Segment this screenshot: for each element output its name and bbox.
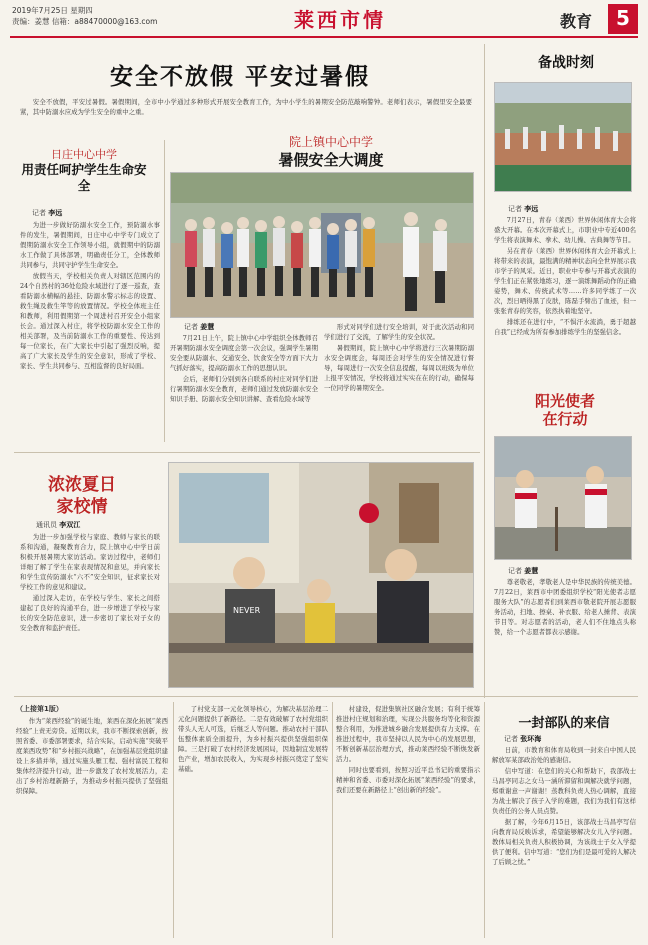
paragraph: 通过深入走访，在学校与学生、家长之间搭建起了良好的沟通平台，进一步增进了学校与家长的安全防范意识，进一步密切了家长对子女的安全教育和监护责任。 [20,594,160,632]
paragraph: 作为“莱西经验”的诞生地，莱西在深化拓展“莱西经验”上责无旁贷。近期以来，我市不断探索创新，按照省委、市委部署要求，结合实际，启动实施“突破平度莱西攻势”和“乡村振兴战略”，在加强基层党组织建设上多措并举，通过实施头雁工程、强村富民工程和集体经济提升行动，进一步激发了农村发展活力，走出了乡村治理新路子，为推动乡村振兴提供了坚强组织保障。 [16,717,168,795]
paragraph: 会后，老师们分别到各自联系的村庄对同学们进行暑期防溺水安全教育，老师们通过发放防溺水安全知识手册、防溺水安全知识讲解、查看危险水域等 [170,375,318,403]
header-editor: 责编：姜慧 信箱：a88470000@163.com [12,17,158,26]
byline-name: 李远 [524,205,539,213]
byline-name: 李双江 [59,521,81,529]
paragraph: 信中写道：在您们的关心和帮助下，我部战士马昌亭同志之女马一涵所滞留和调解决就学问题，郑重谢意一声谢谢！蒸教科负责人热心调解，直接为战士解决了孩子入学的难题，我们为我们有这样负责任的公务人员点赞。 [492,767,636,815]
section-divider [14,452,480,453]
masthead-logo: 莱西市情 [294,8,386,32]
safety-meeting-photo [170,172,474,318]
header-rule [10,36,638,38]
rizhuang-title: 用责任呵护学生生命安全 [21,162,147,193]
section-title: 教育 [559,12,592,31]
paragraph: 村建设，促进集镇社区融合发展；有利于统筹推进村庄规划和治理，实现公共服务均等化和资源整合利用，为推进城乡融合发展提供有力支撑。在推进过程中，我市坚持以人民为中心的发展思想，不断创新基层治理方式，推动莱西经验不断焕发新活力。 [336,705,480,763]
nongnong-byline [36,520,156,530]
home-visit-photo-art [169,463,474,688]
column-divider [164,140,165,442]
nongnong-title-line2: 家校情 [56,497,108,517]
continued-label: （上接第1版） [16,705,63,713]
rehearsal-photo-art [495,83,632,192]
yuanshang-title: 暑假安全大调度 [278,151,384,169]
byline-label: 记者 [508,567,522,575]
svg-text:NEVER: NEVER [233,606,261,615]
rizhuang-body [20,220,160,440]
yuanshang-body-col2 [324,322,474,443]
lead-intro-text: 安全不放假，平安过暑假。暑假期间，全市中小学通过多种形式开展安全教育工作，为中小学生的暑期安全防范敲响警钟。老师们表示，暑假里安全最要紧，其中防溺水应成为学生安全的重中之重。 [20,98,472,116]
safety-meeting-photo-art [171,173,474,318]
paragraph: 为进一步做好防溺水安全工作，预防溺水事件的发生，暑假期间，日庄中心中学专门成立了假期防溺水安全工作领导小组，就假期中的防溺水工作做了具体部署，明确责任分工，全体教师共同参与，共同守护学生生命安全。 [20,221,160,269]
rizhuang-kicker: 日庄中心中学 [51,148,117,161]
section-divider [14,696,638,697]
yuanshang-body-col1 [170,333,318,443]
byline-name: 李远 [48,209,63,217]
byline-name: 张环海 [520,735,542,743]
nongnong-body [20,532,160,692]
volunteer-photo-art [495,437,632,560]
continued-body-col2 [178,704,328,936]
right-column-divider [484,44,485,698]
paragraph: 尊老敬老，孝敬老人是中华民族的传统美德。7月22日，莱西市中团委组织学校“阳光使者志愿服务大队”的志愿者们到莱西市敬老院开展志愿服务活动，扫地、擦桌、补衣服、给老人捶背、表演节目等。对志愿者的活动，老人们不住地点头称赞，给一个志愿者都表示感谢。 [494,578,636,636]
nongnong-title-line1: 浓浓夏日 [48,475,116,495]
paragraph: 了村党支部一元化领导核心，为解决基层治理二元化问题提供了新路径。二是有效破解了农村党组织带头人无人可选，后继乏人等问题。推动农村干部队伍整体素质全面提升，为乡村振兴提供坚强组织保障。三是打破了农村经济发展困局，因地制宜发展特色产业，增加农民收入，为实现乡村振兴奠定了坚实基础。 [178,705,328,773]
column-divider [484,702,485,938]
byline-label: 记者 [184,323,198,331]
yangguang-body [494,577,636,691]
page-number: 5 [608,4,638,34]
letter-byline [504,734,624,744]
paragraph: 另在青春（莱西）世界休闲体育大会开幕式上将带来的表演，最饱满的精神状态向全世界展示我市学子的风采。近日，职业中专参与开幕式表演的学生们正在紧张地练习，逐一演练舞蹈动作的正确姿势，舞术、传统武术等……许多同学练了一次次，烈日晒得黑了皮肤，陈磊手臂出了血迹，但一张张青春的笑容，依然执着地坚守。 [494,247,636,315]
beizhan-title: 备战时刻 [538,55,594,71]
byline-label: 记者 [504,735,518,743]
column-divider [173,702,174,938]
header-date: 2019年7月25日 星期四 [12,6,93,15]
yuanshang-byline [184,322,264,332]
byline-label: 记者 [508,205,522,213]
continued-body-col1 [16,716,168,936]
paragraph: 7月21日上午，院上镇中心中学组织全体教师召开暑期防溺水安全调度会第一次会议，强调学生暑期安全要从防溺水、交通安全、饮食安全等方面下大力气抓好落实，提高防溺水工作的思想认识。 [170,334,318,372]
yangguang-title-line2: 在行动 [542,410,588,428]
paragraph: 据了解，今年6月15日，该部战士马昌亭写信向教育局反映诉求，希望能够解决女儿入学问题。教体局相关负责人积极协调，为该战士子女入学提供了便利。信中写道：“您们为们是最可爱的人解决了后顾之忧。” [492,818,636,866]
rizhuang-byline [32,208,142,218]
yangguang-byline [508,566,618,576]
paragraph: 同时也要看到，按照习近平总书记的重要指示精神和省委、市委对深化拓展“莱西经验”的要求，我们还要在新路径上“创出新的经验”。 [336,766,480,794]
byline-label: 通讯员 [36,521,57,529]
column-divider [332,702,333,938]
beizhan-byline [508,204,618,214]
paragraph: 7月27日，青春（莱西）世界休闲体育大会将盛大开幕。在本次开幕式上，市职业中专近400名学生将表演舞术、拳术、幼儿操、古典舞等节目。 [494,216,636,244]
rehearsal-photo [494,82,632,192]
lead-intro [20,97,472,119]
yuanshang-kicker: 院上镇中心中学 [288,135,373,149]
lead-headline: 安全不放假 平安过暑假 [109,64,370,90]
volunteer-photo [494,436,632,560]
yangguang-title-line1: 阳光使者 [534,392,595,410]
continued-body-col3 [336,704,480,936]
paragraph: 为进一步加强学校与家庭、教师与家长的联系和沟通，凝聚教育合力，院上镇中心中学日前积极开展暑期大家访活动。家访过程中，老师们详细了解了学生在家表现情况和意见，并向家长和学生宣传防溺水“六不”安全知识，征求家长对学校工作的意见和建议。 [20,533,160,591]
paragraph: 排练还在进行中，“不惧汗水流淌，勇于超越自我”已经成为所有参加排练学生的坚强信念。 [494,318,636,336]
letter-body [492,745,636,937]
paragraph: 形式对同学们进行安全培训，对于此次活动和同学们进行了交流，了解学生的安全状况。 [324,323,474,341]
byline-label: 记者 [32,209,46,217]
paragraph: 放假当天，学校相关负责人对辖区范围内的24个自然村的36处危险水域进行了逐一巡查，查看防溺水横幅的悬挂、防溺水警示标志的设置、救生绳及救生竿等的放置情况。学校全体班主任和教师，利用假期第一个周进村召开安全小组家长会。通过深入村庄，将学校防溺水安全工作的相关部署，及当前防溺水工作的重要性、传达到每一位家长，在广大家长中引起了强烈反响，提高了广大家长及学生的安全意识，形成了学校、家长、学生共同参与、互相监督的良好局面。 [20,272,160,370]
letter-title: 一封部队的来信 [518,716,610,731]
byline-name: 姜慧 [524,567,539,575]
home-visit-photo [168,462,474,688]
paragraph: 日前，市教育和体育局收到一封来自中国人民解放军某部政治处的感谢信。 [492,746,636,764]
byline-name: 姜慧 [200,323,215,331]
paragraph: 暑假期间，院上镇中心中学将进行三次暑期防溺水安全调度会，每周还会对学生的安全情况进行督导，每周进行一次安全信息提醒，每周以班级为单位上报平安情况，学校将通过实实在在的行动，确保每一位同学的暑期安全。 [324,344,474,392]
